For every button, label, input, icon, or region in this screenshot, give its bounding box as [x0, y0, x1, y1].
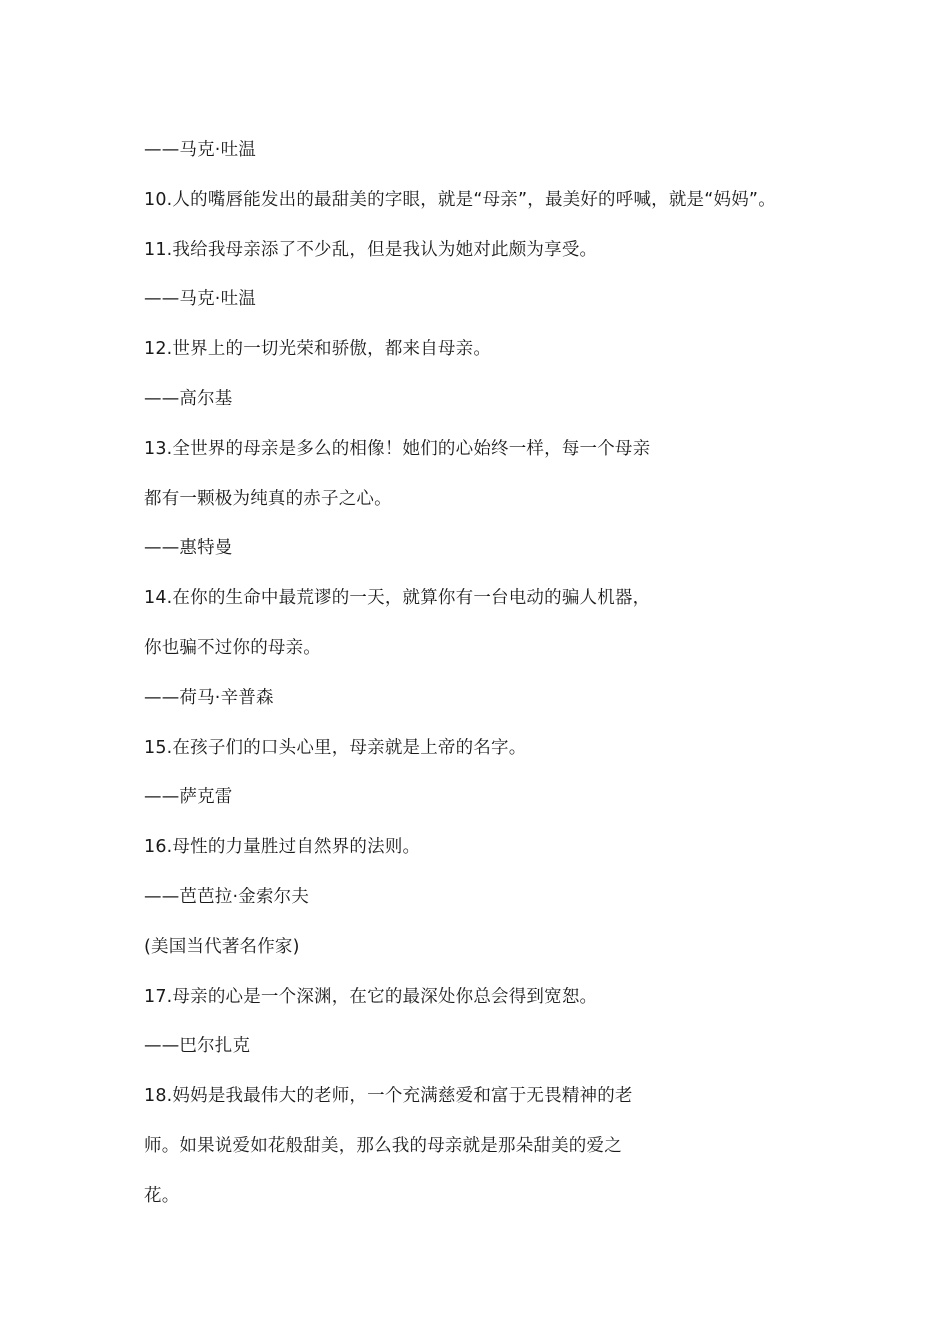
quote-line: 师。如果说爱如花般甜美，那么我的母亲就是那朵甜美的爱之: [144, 1135, 622, 1156]
quote-line: 12.世界上的一切光荣和骄傲，都来自母亲。: [144, 339, 492, 360]
attribution-line: ——惠特曼: [144, 538, 233, 559]
quote-line: 13.全世界的母亲是多么的相像！她们的心始终一样，每一个母亲: [144, 438, 651, 459]
quote-line: 16.母性的力量胜过自然界的法则。: [144, 837, 421, 858]
quote-line: 15.在孩子们的口头心里，母亲就是上帝的名字。: [144, 737, 527, 758]
attribution-line: ——荷马·辛普森: [144, 687, 274, 708]
attribution-line: ——马克·吐温: [144, 140, 256, 160]
quote-line: 17.母亲的心是一个深渊，在它的最深处你总会得到宽恕。: [144, 986, 598, 1007]
quote-line: 14.在你的生命中最荒谬的一天，就算你有一台电动的骗人机器，: [144, 588, 651, 609]
quote-line: 你也骗不过你的母亲。: [144, 637, 321, 658]
attribution-line: ——巴尔扎克: [144, 1036, 251, 1057]
quote-line: 都有一颗极为纯真的赤子之心。: [144, 488, 392, 509]
quote-line: 11.我给我母亲添了不少乱，但是我认为她对此颇为享受。: [144, 239, 598, 260]
attribution-note: (美国当代著名作家): [144, 936, 300, 957]
attribution-line: ——萨克雷: [144, 787, 233, 808]
quote-line: 18.妈妈是我最伟大的老师，一个充满慈爱和富于无畏精神的老: [144, 1086, 633, 1107]
quote-line: 10.人的嘴唇能发出的最甜美的字眼，就是“母亲”，最美好的呼喊，就是“妈妈”。: [144, 189, 776, 210]
attribution-line: ——芭芭拉·金索尔夫: [144, 886, 310, 907]
attribution-line: ——高尔基: [144, 388, 233, 409]
attribution-line: ——马克·吐温: [144, 289, 256, 310]
quote-line: 花。: [144, 1185, 180, 1206]
document-body: [144, 137, 824, 1233]
